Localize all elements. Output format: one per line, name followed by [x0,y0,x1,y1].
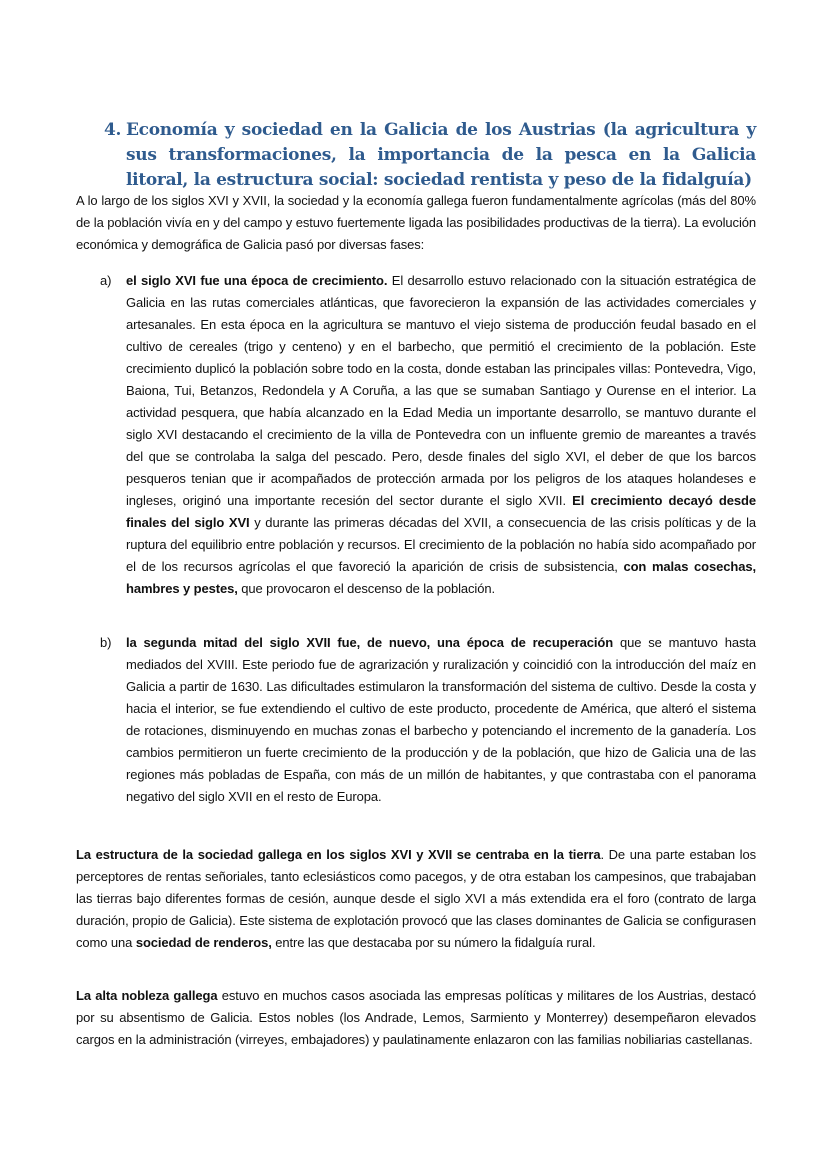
social-structure-paragraph [76,844,756,954]
list-marker: a) [100,273,112,288]
text-segment: y durante las primeras décadas del XVII, a consecuencia de las crisis políticas y de la ruptura del equilibrio entre población y recursos. El crecimiento de la población no había sido acompañado por el de los recursos agrícolas el que favoreció la aparición de crisis de subsistencia, [126,515,756,574]
text-segment: que se mantuvo hasta mediados del XVIII. Este periodo fue de agrarización y ruralización y coincidió con la introducción del maíz en Galicia a partir de 1630. Las dificultades estimularon la transformación del sistema de cultivo. Desde la costa y hacia el interior, se fue extendiendo el cultivo de este producto, procedente de América, que alteró el sistema de rotaciones, disminuyendo en muchas zonas el barbecho y potenciando el incremento de la ganadería. Los cambios permitieron un fuerte crecimiento de la producción y de la población, que hizo de Galicia una de las regiones más pobladas de España, con más de un millón de habitantes, y que contrastaba con el panorama negativo del siglo XVII en el resto de Europa. [126,635,757,804]
bold-text-segment: el siglo XVI fue una época de crecimiento. [126,273,388,288]
section-heading [104,118,756,193]
section-number: 4. [104,120,122,140]
bold-text-segment: la segunda mitad del siglo XVII fue, de nuevo, una época de recuperación [126,635,614,650]
intro-paragraph: A lo largo de los siglos XVI y XVII, la sociedad y la economía gallega fueron fundamentalmente agrícolas (más del 80% de la población vivía en y del campo y estuvo fuertemente ligada las posibilidades productivas de la tierra). La evolución económica y demográfica de Galicia pasó por diversas fases: [76,193,756,252]
text-segment: . De una parte estaban los perceptores de rentas señoriales, tanto eclesiásticos como pacegos, y de otra estaban los campesinos, que trabajaban las tierras bajo diferentes formas de cesión, aunque desde el siglo XVI a más extendida era el foro (contrato de larga duración, propio de Galicia). Este sistema de explotación provocó que las clases dominantes de Galicia se configurasen como una [76,847,756,950]
section-title: Economía y sociedad en la Galicia de los Austrias (la agricultura y sus transformaciones, la importancia de la pesca en la Galicia litoral, la estructura social: sociedad rentista y peso de la fidalguía) [126,120,756,190]
text-segment: estuvo en muchos casos asociada las empresas políticas y militares de los Austrias, destacó por su absentismo de Galicia. Estos nobles (los Andrade, Lemos, Sarmiento y Monterrey) desempeñaron elevados cargos en la administración (virreyes, embajadores) y paulatinamente enlazaron con las familias nobiliarias castellanas. [76,988,756,1047]
bold-text-segment: La estructura de la sociedad gallega en los siglos XVI y XVII se centraba en la tierra [76,847,601,862]
bold-text-segment: con malas cosechas, hambres y pestes, [126,559,756,596]
bold-text-segment: El crecimiento decayó desde finales del siglo XVI [126,493,757,530]
bold-text-segment: sociedad de renderos, [135,935,272,950]
text-segment: entre las que destacaba por su número la fidalguía rural. [271,935,596,950]
nobility-paragraph [76,985,756,1051]
list-item-a [76,270,756,600]
text-segment: El desarrollo estuvo relacionado con la situación estratégica de Galicia en las rutas comerciales atlánticas, que favorecieron la expansión de las actividades comerciales y artesanales. En esta época en la agricultura se mantuvo el viejo sistema de producción feudal basado en el cultivo de cereales (trigo y centeno) y en el barbecho, que permitió el crecimiento de la población. Este crecimiento duplicó la población sobre todo en la costa, donde estaban las principales villas: Pontevedra, Vigo, Baiona, Tui, Betanzos, Redondela y A Coruña, a las que se sumaban Santiago y Ourense en el interior. La actividad pesquera, que había alcanzado en la Edad Media un importante desarrollo, se mantuvo durante el siglo XVI destacando el crecimiento de la villa de Pontevedra con un influente gremio de mareantes a través del que se controlaba la salga del pescado. Pero, desde finales del siglo XVI, el deber de que los barcos pesqueros tenian que ir acompañados de protección armada por los peligros de los ataques holandeses e ingleses, originó una importante recesión del sector durante el siglo XVII. [126,273,757,508]
list-item-b [76,632,756,808]
bold-text-segment: La alta nobleza gallega [76,988,218,1003]
list-marker: b) [100,635,112,650]
list-item-text [126,270,756,600]
list-item-text [126,632,756,808]
text-segment: que provocaron el descenso de la población. [237,581,495,596]
